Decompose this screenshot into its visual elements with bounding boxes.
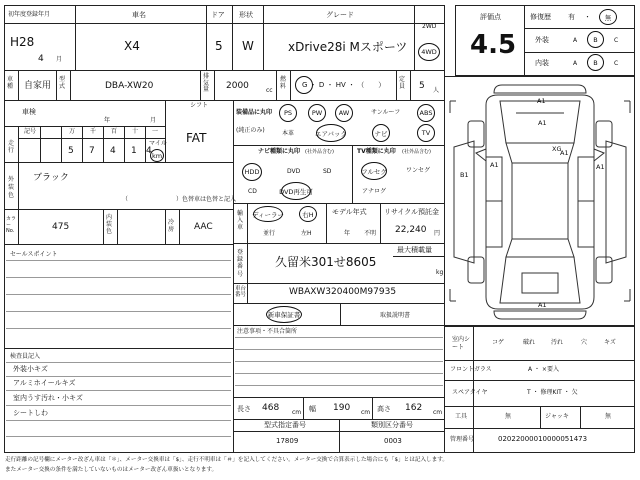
length-cm: cm [292,409,302,416]
model-year-unknown: 不明 [364,230,377,237]
interior-color-label: 内装色 [106,214,113,236]
spec-label: 型式指定番号 [264,421,306,429]
recycle-value: 22,240 [395,225,427,235]
damage-label-right-front: A1 [596,163,605,171]
mileage-label: 走行 [8,140,15,155]
mh-3: 百 [111,128,118,135]
doors: 5 [215,39,223,53]
eq-navi-circle: ナビ [372,124,390,142]
damage-label-roof: XG [552,145,562,153]
eq-sunroof: サンルーフ [371,109,401,116]
damage-label-left-side: B1 [460,171,469,179]
fuel-options: G ・ D ・ HV ・ （ ） [302,81,386,89]
ext-c: C [614,37,619,44]
inspection-month: 月 [150,117,157,124]
interior-label: 内装 [535,59,549,67]
import-left-h: 左H [301,230,312,237]
inspection-year: 年 [104,117,111,124]
cc-unit: cc [266,87,273,94]
mgmt-value: 02022000010000051473 [498,435,588,443]
mileage-digit-4: 1 [131,146,137,156]
damage-label-front: A1 [537,97,546,105]
ac-label: 冷房 [168,219,175,234]
eq-tv-circle: TV [417,124,435,142]
tv-analog: アナログ [362,188,387,195]
model: DBA-XW20 [105,81,154,91]
first-reg-month: 4 [38,54,44,64]
sales-point-label: セールスポイント [10,251,58,258]
import-right-h-circle: 右H [299,206,317,222]
fuel-g-circle [295,76,313,94]
drive-2wd: 2WD [422,23,437,30]
navi-cd: CD [248,188,257,195]
spare-label: スペアタイヤ [452,389,488,396]
mgmt-label: 管理番号 [450,436,475,443]
equipment-title: 装備品に丸印 [236,109,273,116]
height-label: 高さ [377,405,391,413]
damage-label-ws: A1 [560,149,569,157]
mileage-digit-2: 7 [89,146,95,156]
repair-opt-yes: 有 [568,13,575,21]
mileage-digit-5: 4 [146,146,152,156]
type-label: 型式 [59,76,66,91]
color-value: ブラック [33,173,69,183]
capacity: 5 [419,81,425,91]
eq-leather: 本革 [282,130,295,137]
model-year-year: 年 [344,230,351,237]
ext-b-circle: B [587,31,604,48]
color-no: 475 [52,222,70,232]
mh-1: 万 [69,128,76,135]
score-label: 評価点 [480,13,501,21]
displacement: 2000 [226,81,249,91]
score-value: 4.5 [470,30,517,60]
footer-line-1: 走行距離の記号欄にメーター改ざん車は「＊」、メーター交換車は「$」、走行不明車は「＃」を記入してください。メーター交換で合算表示した場合にも「$」とは記入します。 [5,457,448,463]
damage-label-hood: A1 [538,119,547,127]
model-year-label: モデル年式 [332,208,367,216]
tv-fullseg-circle: フルセグ [361,162,387,180]
seat-item-1: コゲ [492,339,505,346]
notes-label: 注意事項・不具合箇所 [237,328,298,335]
color-label: 外装色 [8,176,15,199]
recycle-label: リサイクル預託金 [384,208,440,216]
width-value: 190 [333,403,351,413]
inspector-label: 検査員記入 [10,353,41,360]
spare-value: T ・ 修理KIT ・ 欠 [527,389,578,396]
displacement-label: 排気量 [203,73,210,94]
height-cm: cm [433,409,443,416]
jack-value: 無 [605,413,612,420]
reg-label: 登録番号 [237,249,244,278]
length-label: 長さ [237,405,251,413]
mh-2: 千 [90,128,97,135]
damage-label-roof-left: A1 [490,161,499,169]
equipment-subtitle: (純正のみ) [236,127,265,134]
spec-value: 17809 [276,437,299,445]
reg-value: 久留米301せ8605 [275,255,377,269]
navi-note: (社外品含む) [305,149,334,155]
chassis-label: 車台番号 [235,286,247,299]
tv-note: (社外品含む) [402,149,431,155]
inspector-line-1: 外装小キズ [13,365,48,373]
mileage-digit-3: 4 [110,146,116,156]
ext-a: A [573,37,578,44]
month-unit: 月 [56,56,63,63]
windshield-value: A ・ ×要入 [528,366,559,373]
exterior-label: 外装 [535,36,549,44]
eq-pw-circle: PW [308,104,326,122]
width-cm: cm [361,409,371,416]
navi-hdd-circle: HDD [242,163,262,181]
import-dealer-circle: ディーラー [253,206,283,222]
tv-title: TV種類に丸印 [357,148,396,155]
chassis-value: WBAXW320400M97935 [289,287,397,297]
inspection-label: 車検 [22,108,36,116]
color-change-note: （ ）色替車は色替と記入 [122,196,237,203]
width-label: 幅 [309,405,316,413]
seat-item-4: 穴 [581,339,588,346]
first-reg-label: 初年度登録年月 [8,11,51,18]
mile-unit: マイル [149,140,167,147]
navi-dvdplay-circle: DVD再生可 [281,182,311,200]
usage: 自家用 [24,81,52,91]
int-c: C [614,60,619,67]
ac-value: AAC [194,222,213,232]
inspector-line-4: シートしわ [13,409,48,417]
capacity-unit: 人 [433,87,440,94]
tools-label: 工具 [455,413,468,420]
class-value: 0003 [384,437,402,445]
door-label: ドア [211,11,225,19]
car-damage-diagram [446,77,634,325]
fuel-label: 燃料 [280,76,287,91]
inspector-line-2: アルミホイールキズ [13,379,76,387]
first-reg-year: H28 [10,35,35,49]
class-label: 類別区分番号 [371,421,413,429]
max-load-kg: kg [436,269,444,276]
mh-4: 十 [132,128,139,135]
eq-ps-circle: PS [279,104,297,122]
shift-value: FAT [186,131,207,145]
jack-label: ジャッキ [545,413,569,420]
warranty-circle: 新車保証書 [266,306,302,323]
seat-item-2: 破れ [523,339,536,346]
car-name-label: 車名 [132,11,146,19]
shift-label: シフト [190,102,209,109]
shape-label: 形状 [239,11,253,19]
manual-label: 取扱説明書 [380,312,411,319]
footer-line-2: またメーター交換の条件を満たしていないものはメーター改ざん車扱いとなります。 [5,467,218,473]
seat-item-3: 汚れ [551,339,564,346]
damage-label-rear: A1 [538,301,547,309]
inspector-line-3: 室内うす汚れ・小キズ [13,394,83,402]
int-b-circle: B [587,54,604,71]
repair-opt-no-circle: 無 [599,9,617,25]
eq-airbag-circle: エアバック [316,124,346,142]
tv-oneseg: ワンセグ [406,167,431,174]
grade-label: グレード [326,11,354,19]
interior-seat-label: 室内シート [452,336,471,351]
navi-sd: SD [323,168,332,175]
import-parallel: 並行 [263,230,276,237]
height-value: 162 [405,403,423,413]
int-a: A [573,60,578,67]
recycle-yen: 円 [434,230,441,237]
km-circle: km [150,149,164,162]
length-value: 468 [262,403,280,413]
import-label: 輸入車 [237,210,244,232]
mh-5: 一 [152,128,159,135]
color-no-label: カラーNo. [6,216,17,234]
repair-label: 修復歴 [530,13,551,21]
grade: xDrive28i Mスポーツ [288,40,408,54]
capacity-label: 定員 [399,76,406,91]
seat-item-5: キズ [604,339,616,346]
max-load-label: 最大積載量 [397,246,432,254]
mileage-digit-1: 5 [68,146,74,156]
eq-abs-circle: ABS [417,104,435,122]
mh-0: 記号 [24,128,37,135]
tools-value: 無 [505,413,512,420]
navi-dvd: DVD [287,168,301,175]
eq-aw-circle: AW [335,104,353,122]
windshield-label: フロントガラス [450,366,492,373]
shape: W [242,39,254,53]
drive-4wd-circle: 4WD [418,43,440,61]
usage-label: 車種 [7,76,14,91]
car-name: X4 [124,39,140,53]
navi-title: ナビ種類に丸印 [258,148,301,155]
